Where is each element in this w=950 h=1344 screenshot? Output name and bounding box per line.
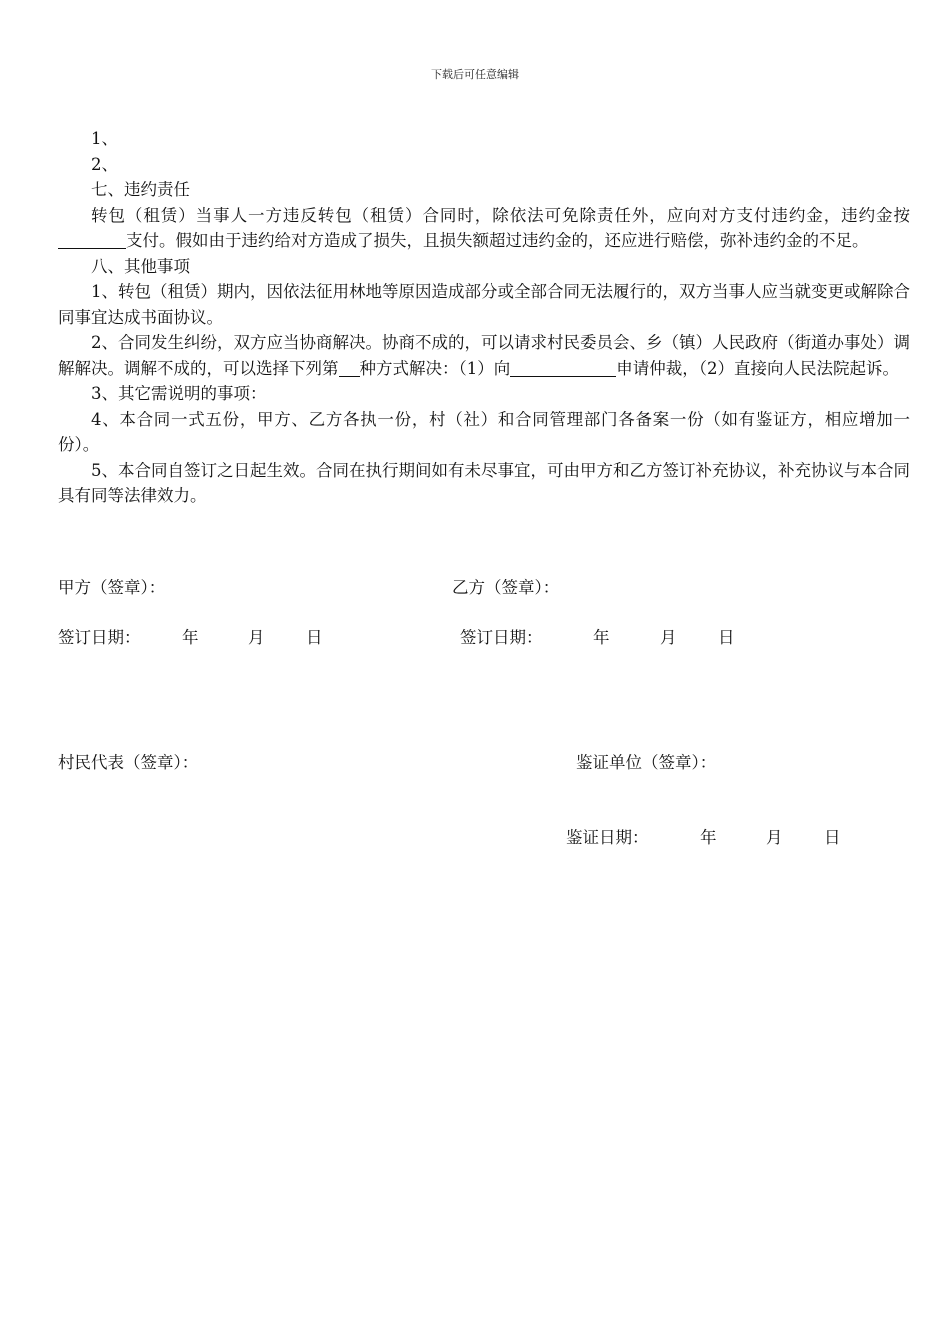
other-item-2 [58,330,910,381]
party-a-signature: 甲方（签章）： [58,578,166,597]
dispute-text-b: 种方式解决：（1）向 [359,358,511,378]
month-label: 月 [660,628,677,647]
day-label: 日 [718,628,735,647]
notary-unit-signature: 鉴证单位（签章）： [576,753,717,772]
day-label: 日 [306,628,323,647]
penalty-blank[interactable] [58,232,126,250]
notary-date [566,824,841,848]
other-item-5: 5、本合同自签订之日起生效。合同在执行期间如有未尽事宜，可由甲方和乙方签订补充协议，补充协议与本合同具有同等法律效力。 [58,460,910,505]
arbitration-blank[interactable] [510,359,616,377]
notary-date-label: 鉴证日期： [566,828,649,847]
party-b-signature: 乙方（签章）： [452,578,560,597]
month-label: 月 [766,828,783,847]
other-item-3: 3、其它需说明的事项： [91,384,267,403]
month-label: 月 [248,628,265,647]
item-1: 1、 [91,129,118,148]
year-label: 年 [182,628,199,647]
villager-rep-signature: 村民代表（签章）： [58,753,199,772]
sign-date-label: 签订日期： [460,628,543,647]
section-8-heading: 八、其他事项 [91,256,190,276]
breach-paragraph [58,203,910,254]
other-item-1: 1、转包（租赁）期内，因依法征用林地等原因造成部分或全部合同无法履行的，双方当事人应当就变更或解除合同事宜达成书面协议。 [58,282,910,327]
breach-text-b: 支付。假如由于违约给对方造成了损失，且损失额超过违约金的，还应进行赔偿，弥补违约金的不足。 [126,231,869,250]
year-label: 年 [700,828,717,847]
contract-body [58,126,910,509]
page-header: 下载后可任意编辑 [431,68,519,81]
dispute-text-c: 申请仲裁，（2）直接向人民法院起诉。 [616,358,899,378]
other-item-4: 4、本合同一式五份，甲方、乙方各执一份，村（社）和合同管理部门各备案一份（如有鉴证方，相应增加一份）。 [58,409,910,454]
year-label: 年 [593,628,610,647]
party-b-sign-date [460,624,735,648]
section-7-heading: 七、违约责任 [91,180,190,199]
dispute-text-a: 2、合同发生纠纷，双方应当协商解决。协商不成的，可以请求村民委员会、乡（镇）人民政府（街道办事处）调解解决。调解不成的，可以选择下列第 [58,333,910,378]
sign-date-label: 签订日期： [58,628,141,647]
method-blank[interactable] [339,359,360,377]
party-a-sign-date [58,624,323,648]
breach-text-a: 转包（租赁）当事人一方违反转包（租赁）合同时，除依法可免除责任外，应向对方支付违约金，违约金按 [91,205,910,225]
item-2: 2、 [91,154,118,174]
day-label: 日 [824,828,841,847]
